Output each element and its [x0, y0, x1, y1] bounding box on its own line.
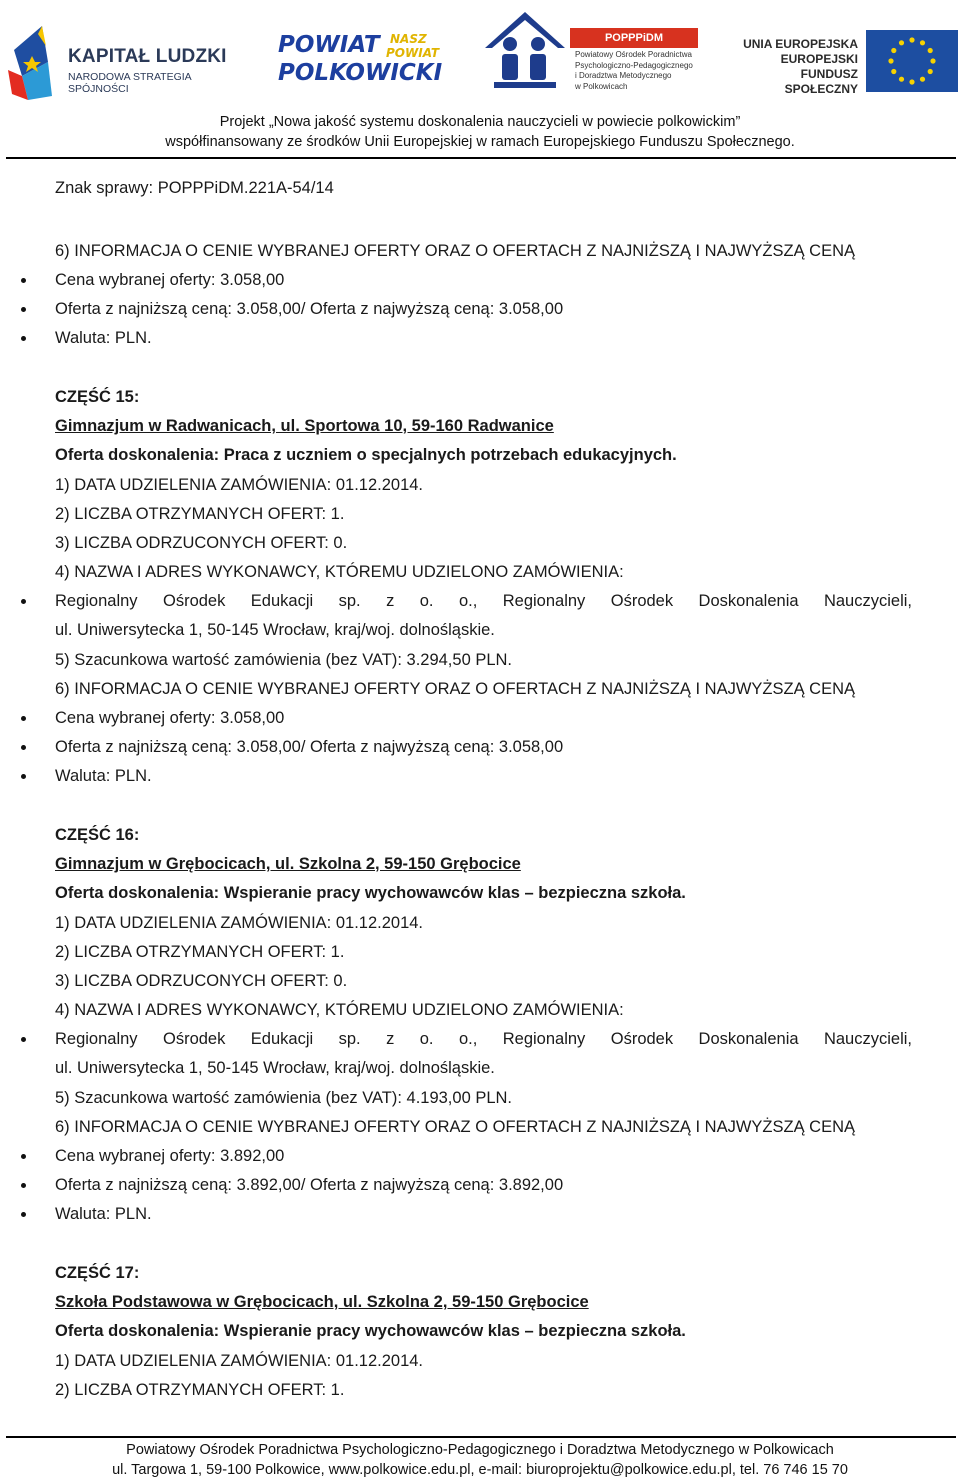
contractor-word: sp. [338, 592, 361, 610]
poppp-name-line: Psychologiczno-Pedagogicznego [575, 60, 693, 70]
contractor-word: o. [419, 1030, 434, 1048]
eu-line1: UNIA EUROPEJSKA [743, 37, 858, 51]
contractor-word: Edukacji [250, 1030, 314, 1048]
poppp-name [575, 50, 700, 92]
contractor-word: Nauczycieli, [823, 1030, 912, 1048]
contractor-word: o., [458, 1030, 478, 1048]
contractor-word: o., [458, 592, 478, 610]
kapital-ludzki-emblem-icon [8, 26, 64, 100]
part-15-title: CZĘŚĆ 15: [55, 388, 140, 406]
contractor-word: Regionalny [502, 592, 586, 610]
part-17-offer: Oferta doskonalenia: Wspieranie pracy wychowawców klas – bezpieczna szkoła. [55, 1322, 686, 1340]
part-15-estimate: 5) Szacunkowa wartość zamówienia (bez VAT): 3.294,50 PLN. [55, 651, 513, 669]
header-divider [6, 157, 956, 159]
part-16-school: Gimnazjum w Grębocicach, ul. Szkolna 2, 59-150 Grębocice [55, 855, 521, 873]
contractor-word: Regionalny [502, 1030, 586, 1048]
project-title: Projekt „Nowa jakość systemu doskonalenia nauczycieli w powiecie polkowickim” [219, 114, 741, 130]
contractor-word: Regionalny [55, 592, 138, 610]
part-17-date: 1) DATA UDZIELENIA ZAMÓWIENIA: 01.12.2014. [55, 1352, 424, 1370]
powiat-logo-line1: POWIAT [278, 32, 380, 58]
price-info-heading: 6) INFORMACJA O CENIE WYBRANEJ OFERTY ORAZ O OFERTACH Z NAJNIŻSZĄ I NAJWYŻSZĄ CENĄ [55, 242, 856, 260]
part-16-estimate: 5) Szacunkowa wartość zamówienia (bez VAT): 4.193,00 PLN. [55, 1089, 513, 1107]
poppp-house-icon [480, 8, 570, 98]
contractor-word: sp. [338, 1030, 361, 1048]
part-16-contractor-address: ul. Uniwersytecka 1, 50-145 Wrocław, kraj/woj. dolnośląskie. [55, 1059, 495, 1077]
part-15-rejected: 3) LICZBA ODRZUCONYCH OFERT: 0. [55, 534, 348, 552]
part-15-currency: Waluta: PLN. [55, 767, 152, 785]
part-16-rejected: 3) LICZBA ODRZUCONYCH OFERT: 0. [55, 972, 348, 990]
contractor-word: Edukacji [250, 592, 314, 610]
eu-logo [726, 30, 958, 94]
footer-contact: ul. Targowa 1, 59-100 Polkowice, www.polkowice.edu.pl, e-mail: biuroprojektu@polkowice.edu.pl, tel. 76 746 15 70 [112, 1462, 848, 1478]
part-16-date: 1) DATA UDZIELENIA ZAMÓWIENIA: 01.12.2014. [55, 914, 424, 932]
contractor-word: Ośrodek [163, 1030, 226, 1048]
contractor-word: Ośrodek [163, 592, 226, 610]
contractor-word: Doskonalenia [698, 1030, 799, 1048]
part-15-min-max-price: Oferta z najniższą ceną: 3.058,00/ Oferta z najwyższą ceną: 3.058,00 [55, 738, 564, 756]
poppp-logo [480, 8, 700, 98]
eu-flag-icon [866, 30, 958, 92]
part-16-currency: Waluta: PLN. [55, 1205, 152, 1223]
powiat-logo-tag2: POWIAT [386, 46, 440, 60]
part-16-title: CZĘŚĆ 16: [55, 826, 140, 844]
poppp-name-line: i Doradztwa Metodycznego [575, 71, 672, 80]
contractor-word: Ośrodek [610, 1030, 674, 1048]
part-16-price-info-heading: 6) INFORMACJA O CENIE WYBRANEJ OFERTY ORAZ O OFERTACH Z NAJNIŻSZĄ I NAJWYŻSZĄ CENĄ [55, 1118, 856, 1136]
poppp-name-line: w Polkowicach [575, 81, 628, 91]
part-17-received: 2) LICZBA OTRZYMANYCH OFERT: 1. [55, 1381, 345, 1399]
part-16-contractor-heading: 4) NAZWA I ADRES WYKONAWCY, KTÓREMU UDZIELONO ZAMÓWIENIA: [55, 1001, 624, 1019]
part-16-selected-price: Cena wybranej oferty: 3.892,00 [55, 1147, 285, 1165]
kapital-ludzki-subtitle: NARODOWA STRATEGIA SPÓJNOŚCI [68, 71, 192, 95]
part-15-contractor-name [55, 591, 912, 611]
powiat-logo-tag1: NASZ [390, 32, 427, 46]
page-header [0, 0, 960, 160]
footer-divider [6, 1436, 956, 1438]
poppp-name-line: Powiatowy Ośrodek Poradnictwa [575, 50, 692, 59]
eu-logo-text [726, 37, 858, 97]
contractor-word: z [386, 1030, 395, 1048]
footer-institution: Powiatowy Ośrodek Poradnictwa Psychologiczno-Pedagogicznego i Doradztwa Metodycznego w Polkowicach [126, 1442, 834, 1458]
currency: Waluta: PLN. [55, 329, 152, 347]
part-15-selected-price: Cena wybranej oferty: 3.058,00 [55, 709, 285, 727]
part-15-school: Gimnazjum w Radwanicach, ul. Sportowa 10, 59-160 Radwanice [55, 417, 554, 435]
contractor-word: Nauczycieli, [823, 592, 912, 610]
eu-line3: FUNDUSZ SPOŁECZNY [784, 67, 858, 96]
poppp-acronym: POPPPiDM [570, 28, 698, 48]
contractor-word: Ośrodek [610, 592, 674, 610]
part-15-offer: Oferta doskonalenia: Praca z uczniem o specjalnych potrzebach edukacyjnych. [55, 446, 677, 464]
contractor-word: Doskonalenia [698, 592, 799, 610]
part-15-received: 2) LICZBA OTRZYMANYCH OFERT: 1. [55, 505, 345, 523]
part-16-min-max-price: Oferta z najniższą ceną: 3.892,00/ Oferta z najwyższą ceną: 3.892,00 [55, 1176, 564, 1194]
contractor-word: Regionalny [55, 1030, 138, 1048]
page-footer [0, 1436, 960, 1482]
eu-line2: EUROPEJSKI [780, 52, 858, 66]
contractor-word: z [386, 592, 395, 610]
kapital-ludzki-name: KAPITAŁ LUDZKI [68, 46, 227, 67]
part-15-price-info-heading: 6) INFORMACJA O CENIE WYBRANEJ OFERTY ORAZ O OFERTACH Z NAJNIŻSZĄ I NAJWYŻSZĄ CENĄ [55, 680, 856, 698]
part-15-date: 1) DATA UDZIELENIA ZAMÓWIENIA: 01.12.2014. [55, 476, 424, 494]
part-16-offer: Oferta doskonalenia: Wspieranie pracy wychowawców klas – bezpieczna szkoła. [55, 884, 686, 902]
part-15-contractor-address: ul. Uniwersytecka 1, 50-145 Wrocław, kraj/woj. dolnośląskie. [55, 621, 495, 639]
powiat-logo-line2: POLKOWICKI [278, 60, 443, 86]
case-number: Znak sprawy: POPPPiDM.221A-54/14 [55, 179, 334, 197]
kapital-ludzki-logo [8, 26, 248, 100]
part-16-contractor-name [55, 1029, 912, 1049]
min-max-price: Oferta z najniższą ceną: 3.058,00/ Oferta z najwyższą ceną: 3.058,00 [55, 300, 564, 318]
part-17-title: CZĘŚĆ 17: [55, 1264, 140, 1282]
contractor-word: o. [419, 592, 434, 610]
part-17-school: Szkoła Podstawowa w Grębocicach, ul. Szkolna 2, 59-150 Grębocice [55, 1293, 589, 1311]
part-16-received: 2) LICZBA OTRZYMANYCH OFERT: 1. [55, 943, 345, 961]
powiat-polkowicki-logo [278, 30, 443, 90]
selected-price: Cena wybranej oferty: 3.058,00 [55, 271, 285, 289]
part-15-contractor-heading: 4) NAZWA I ADRES WYKONAWCY, KTÓREMU UDZIELONO ZAMÓWIENIA: [55, 563, 624, 581]
project-funding: współfinansowany ze środków Unii Europejskiej w ramach Europejskiego Funduszu Społecznego. [165, 134, 795, 150]
